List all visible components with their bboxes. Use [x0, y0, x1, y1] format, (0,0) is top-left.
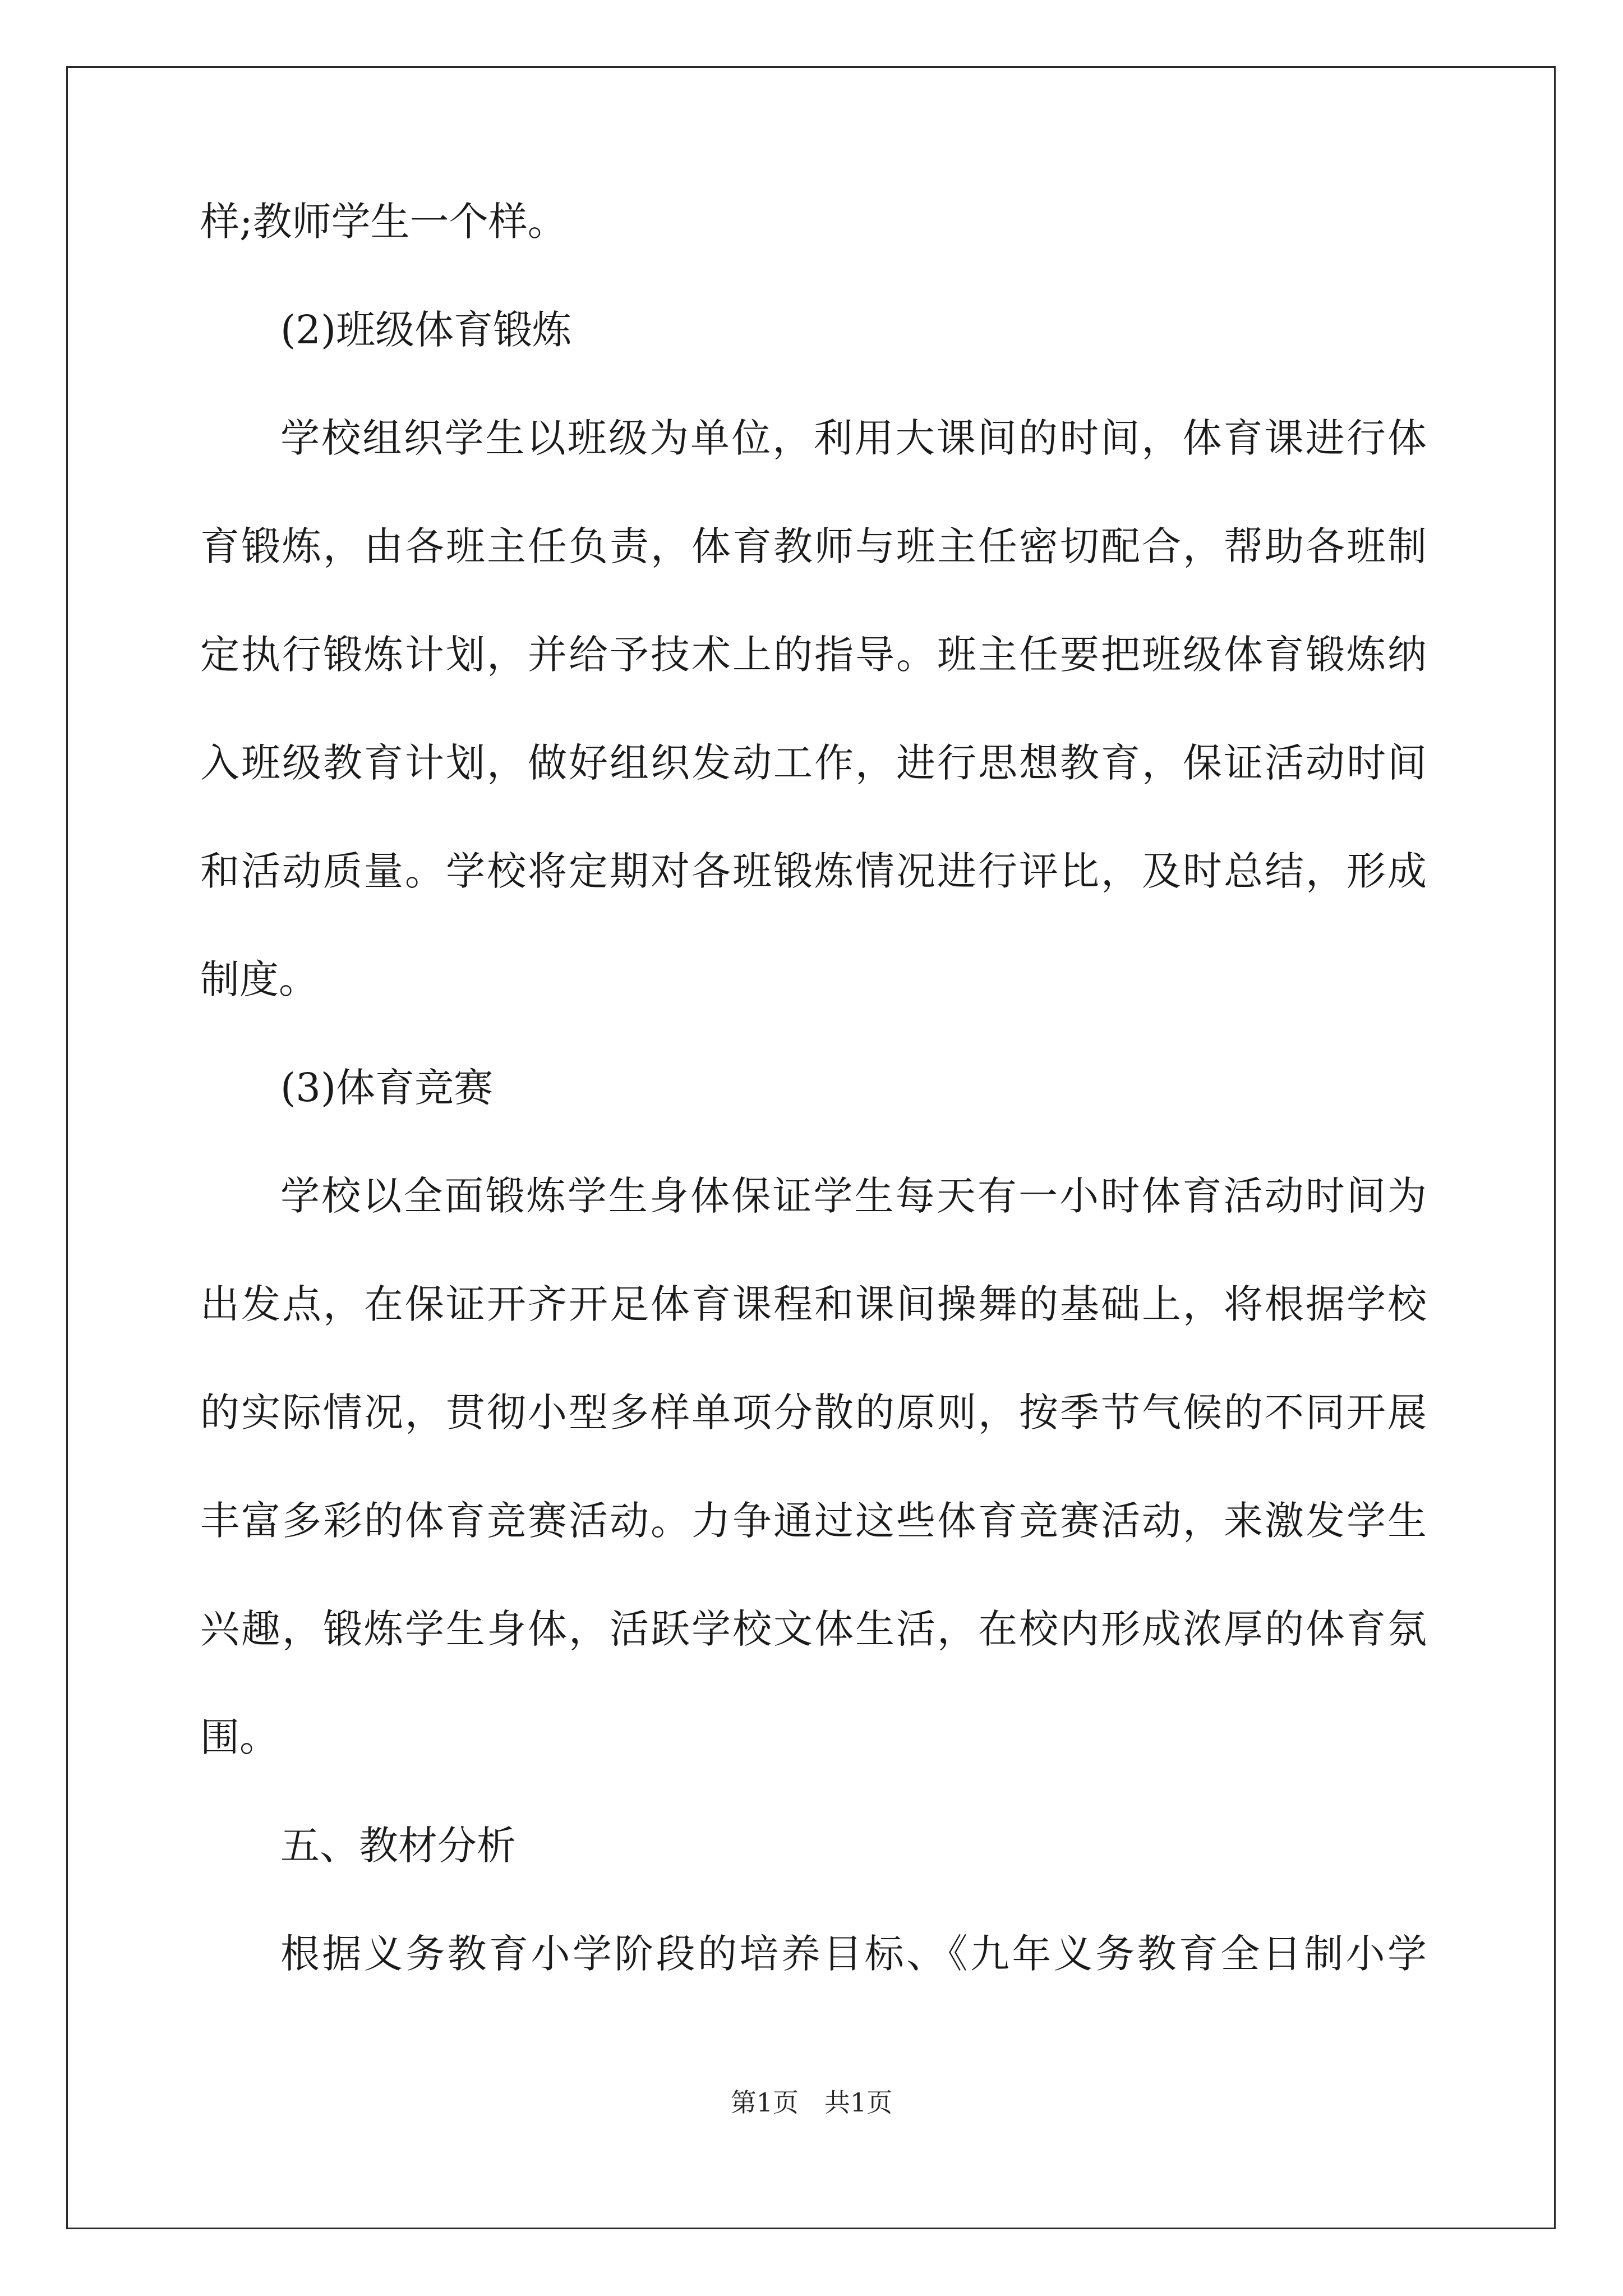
paragraph-line: 兴趣，锻炼学生身体，活跃学校文体生活，在校内形成浓厚的体育氛 [200, 1606, 1427, 1652]
paragraph-line: 定执行锻炼计划，并给予技术上的指导。班主任要把班级体育锻炼纳 [200, 632, 1427, 678]
paragraph-line: 根据义务教育小学阶段的培养目标、《九年义务教育全日制小学 [280, 1931, 1427, 1977]
paragraph-line: 学校以全面锻炼学生身体保证学生每天有一小时体育活动时间为 [280, 1173, 1427, 1219]
section-heading: (2)班级体育锻炼 [280, 307, 572, 353]
paragraph-line: 学校组织学生以班级为单位，利用大课间的时间，体育课进行体 [280, 415, 1427, 461]
paragraph-line: 出发点，在保证开齐开足体育课程和课间操舞的基础上，将根据学校 [200, 1281, 1427, 1327]
section-heading: (3)体育竞赛 [280, 1065, 494, 1111]
paragraph-line: 育锻炼，由各班主任负责，体育教师与班主任密切配合，帮助各班制 [200, 523, 1427, 569]
paragraph-line: 制度。 [200, 956, 318, 1002]
paragraph-line: 围。 [200, 1714, 279, 1760]
paragraph-line: 丰富多彩的体育竞赛活动。力争通过这些体育竞赛活动，来激发学生 [200, 1498, 1427, 1544]
paragraph-line: 的实际情况，贯彻小型多样单项分散的原则，按季节气候的不同开展 [200, 1389, 1427, 1435]
paragraph-line: 入班级教育计划，做好组织发动工作，进行思想教育，保证活动时间 [200, 740, 1427, 786]
page-border [66, 66, 1556, 2229]
paragraph-line: 样;教师学生一个样。 [200, 199, 567, 245]
paragraph-line: 和活动质量。学校将定期对各班锻炼情况进行评比，及时总结，形成 [200, 848, 1427, 894]
section-heading: 五、教材分析 [280, 1823, 516, 1869]
page-footer: 第1页 共1页 [730, 2087, 893, 2118]
